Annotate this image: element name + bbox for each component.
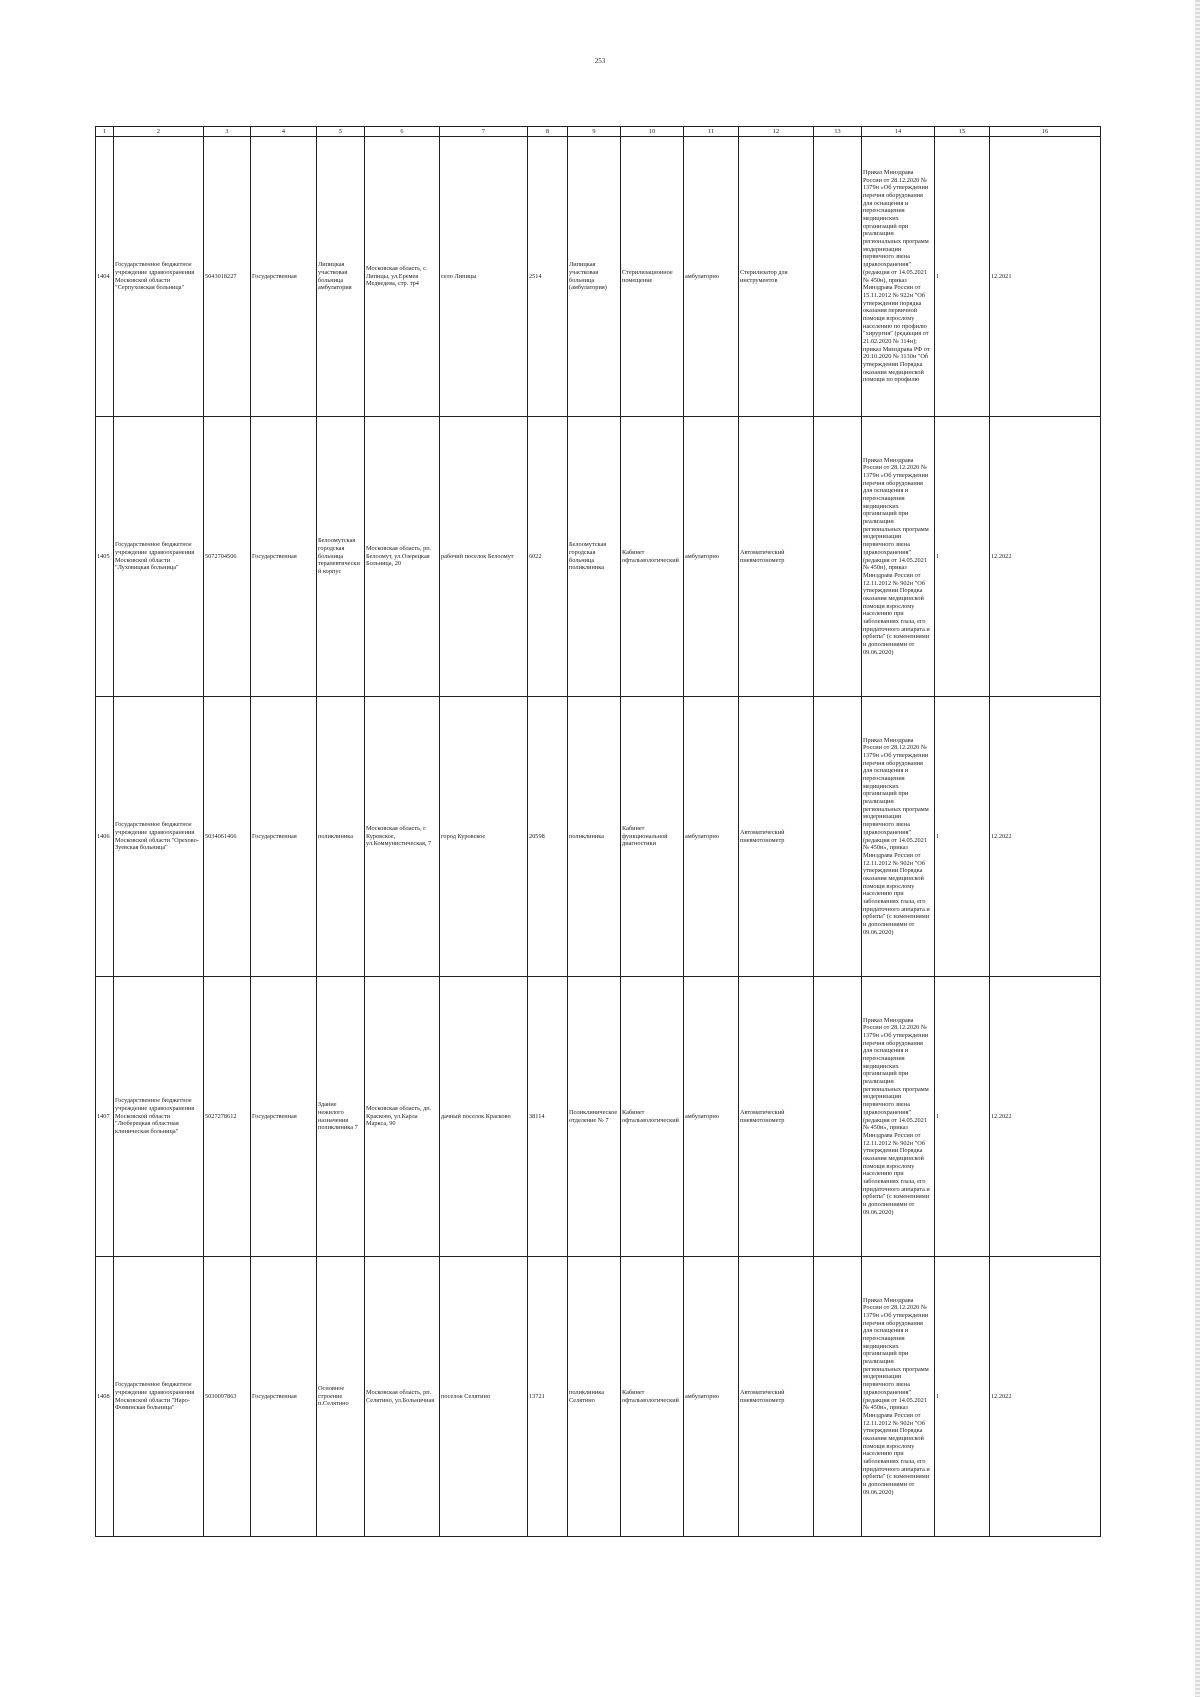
date-value: 12.2022	[990, 1257, 1101, 1537]
ownership-form: Государственная	[251, 697, 317, 977]
ownership-form: Государственная	[251, 137, 317, 417]
column-header: 14	[862, 127, 935, 137]
quantity-value: 1	[935, 1257, 990, 1537]
care-type: амбулаторно	[684, 417, 739, 697]
room-name: Кабинет офтальмологический	[621, 977, 684, 1257]
facility-address: Московская область, г. Куровское, ул.Коммунистическая, 7	[365, 697, 440, 977]
date-value: 12.2022	[990, 697, 1101, 977]
equipment-register-table	[95, 126, 1101, 1537]
care-type: амбулаторно	[684, 137, 739, 417]
empty-cell	[814, 137, 862, 417]
empty-cell	[814, 977, 862, 1257]
room-name: Стерилизационное помещение	[621, 137, 684, 417]
row-number: 1404	[96, 137, 114, 417]
table-row	[96, 697, 1101, 977]
distance-value: 13721	[528, 1257, 568, 1537]
care-type: амбулаторно	[684, 977, 739, 1257]
care-type: амбулаторно	[684, 1257, 739, 1537]
facility-name: Здание нежилого назначения поликлиника 7	[317, 977, 365, 1257]
facility-name: Белоомутская городская больница терапевтический корпус	[317, 417, 365, 697]
room-name: Кабинет функциональной диагностики	[621, 697, 684, 977]
column-header: 6	[365, 127, 440, 137]
quantity-value: 1	[935, 977, 990, 1257]
facility-address: Московская область, дп. Красково, ул.Карла Маркса, 90	[365, 977, 440, 1257]
inn-value: 5034061466	[204, 697, 251, 977]
room-name: Кабинет офтальмологический	[621, 1257, 684, 1537]
empty-cell	[814, 417, 862, 697]
empty-cell	[814, 697, 862, 977]
institution-name: Государственное бюджетное учреждение здравоохранения Московской области "Серпуховская больница"	[114, 137, 204, 417]
equipment-name: Стерилизатор для инструментов	[739, 137, 814, 417]
column-header: 1	[96, 127, 114, 137]
table-row	[96, 977, 1101, 1257]
row-number: 1405	[96, 417, 114, 697]
scan-edge-strip	[1195, 0, 1200, 1697]
column-header: 7	[440, 127, 528, 137]
institution-name: Государственное бюджетное учреждение здравоохранения Московской области "Наро-Фоминская больница"	[114, 1257, 204, 1537]
facility-name: Основное строение п.Селятино	[317, 1257, 365, 1537]
distance-value: 20598	[528, 697, 568, 977]
settlement-name: город Куровское	[440, 697, 528, 977]
column-header: 11	[684, 127, 739, 137]
date-value: 12.2022	[990, 977, 1101, 1257]
ownership-form: Государственная	[251, 417, 317, 697]
unit-name: Белоомутская городская больница поликлиника	[568, 417, 621, 697]
quantity-value: 1	[935, 417, 990, 697]
table-row	[96, 417, 1101, 697]
quantity-value: 1	[935, 697, 990, 977]
care-type: амбулаторно	[684, 697, 739, 977]
equipment-name: Автоматический пневмотонометр	[739, 977, 814, 1257]
regulation-reference: Приказ Минздрава России от 28.12.2020 № 1379н «Об утверждении перечня оборудования для оснащения и переоснащения медицинских организаций при реализации региональных программ модернизации первичного звена здравоохранения"(редакция от 14.05.2021 № 450н», приказ Минздрава России от 12.11.2012 № 902н "Об утверждении Порядка оказания медицинской помощи взрослому населению при заболеваниях глаза, его придаточного аппарата и орбиты" (с изменениями и дополнениями от 09.06.2020)	[862, 1257, 935, 1537]
regulation-reference: Приказ Минздрава России от 28.12.2020 № 1379н «Об утверждении перечня оборудования для оснащения и переоснащения медицинских организаций при реализации региональных программ модернизации первичного звена здравоохранения"(редакция от 14.05.2021 № 450н), приказ Минздрава России от 12.11.2012 № 902н "Об утверждении Порядка оказания медицинской помощи взрослому населению при заболеваниях глаза, его придаточного аппарата и орбиты" (с изменениями и дополнениями от 09.06.2020)	[862, 417, 935, 697]
column-header: 4	[251, 127, 317, 137]
settlement-name: дачный поселок Красково	[440, 977, 528, 1257]
date-value: 12.2022	[990, 417, 1101, 697]
equipment-name: Автоматический пневмотонометр	[739, 1257, 814, 1537]
distance-value: 38114	[528, 977, 568, 1257]
settlement-name: село Липицы	[440, 137, 528, 417]
column-header: 12	[739, 127, 814, 137]
column-number-row	[96, 127, 1101, 137]
row-number: 1408	[96, 1257, 114, 1537]
column-header: 8	[528, 127, 568, 137]
row-number: 1407	[96, 977, 114, 1257]
column-header: 5	[317, 127, 365, 137]
column-header: 16	[990, 127, 1101, 137]
facility-address: Московская область, рп. Белоомут, ул.Озерецкая Больница, 20	[365, 417, 440, 697]
date-value: 12.2021	[990, 137, 1101, 417]
column-header: 3	[204, 127, 251, 137]
column-header: 13	[814, 127, 862, 137]
facility-name: Липицкая участковая больница амбулатория	[317, 137, 365, 417]
room-name: Кабинет офтальмологический	[621, 417, 684, 697]
institution-name: Государственное бюджетное учреждение здравоохранения Московской области "Орехово-Зуевская больница"	[114, 697, 204, 977]
regulation-reference: Приказ Минздрава России от 28.12.2020 № 1379н «Об утверждении перечня оборудования для оснащения и переоснащения медицинских организаций при реализации региональных программ модернизации первичного звена здравоохранения"(редакция от 14.05.2021 № 450н), приказ Минздрава России от 15.11.2012 № 922н "Об утверждении порядка оказания первичной помощи взрослому населению по профилю "хирургия" (редакция от 21.02.2020 № 114н); приказ Минздрава РФ от 20.10.2020 № 1130н "Об утверждении Порядка оказания медицинской помощи по профилю	[862, 137, 935, 417]
distance-value: 6022	[528, 417, 568, 697]
inn-value: 5043018227	[204, 137, 251, 417]
column-header: 10	[621, 127, 684, 137]
column-header: 9	[568, 127, 621, 137]
settlement-name: поселок Селятино	[440, 1257, 528, 1537]
empty-cell	[814, 1257, 862, 1537]
settlement-name: рабочий поселок Белоомут	[440, 417, 528, 697]
page-number: 253	[594, 57, 606, 65]
facility-address: Московская область, рп. Селятино, ул.Больничная	[365, 1257, 440, 1537]
unit-name: Поликлиническое отделение № 7	[568, 977, 621, 1257]
inn-value: 5030097863	[204, 1257, 251, 1537]
unit-name: поликлиника	[568, 697, 621, 977]
institution-name: Государственное бюджетное учреждение здравоохранения Московской области "Люберецкая областная клиническая больница"	[114, 977, 204, 1257]
ownership-form: Государственная	[251, 977, 317, 1257]
inn-value: 5072704506	[204, 417, 251, 697]
facility-address: Московская область, с. Липицы, ул.Еремея Медведева, стр. тр4	[365, 137, 440, 417]
column-header: 15	[935, 127, 990, 137]
table-row	[96, 137, 1101, 417]
column-header: 2	[114, 127, 204, 137]
equipment-name: Автоматический пневмотонометр	[739, 697, 814, 977]
regulation-reference: Приказ Минздрава России от 28.12.2020 № 1379н «Об утверждении перечня оборудования для оснащения и переоснащения медицинских организаций при реализации региональных программ модернизации первичного звена здравоохранения"(редакция от 14.05.2021 № 450н», приказ Минздрава России от 12.11.2012 № 902н "Об утверждении Порядка оказания медицинской помощи взрослому населению при заболеваниях глаза, его придаточного аппарата и орбиты" (с изменениями и дополнениями от 09.06.2020)	[862, 697, 935, 977]
institution-name: Государственное бюджетное учреждение здравоохранения Московской области "Луховицкая больница"	[114, 417, 204, 697]
distance-value: 2514	[528, 137, 568, 417]
unit-name: Липицкая участковая больница (амбулатория)	[568, 137, 621, 417]
table-row	[96, 1257, 1101, 1537]
facility-name: поликлиника	[317, 697, 365, 977]
equipment-name: Автоматический пневмотонометр	[739, 417, 814, 697]
ownership-form: Государственная	[251, 1257, 317, 1537]
quantity-value: 1	[935, 137, 990, 417]
inn-value: 5027278612	[204, 977, 251, 1257]
unit-name: поликлиника Селятино	[568, 1257, 621, 1537]
regulation-reference: Приказ Минздрава России от 28.12.2020 № 1379н «Об утверждении перечня оборудования для оснащения и переоснащения медицинских организаций при реализации региональных программ модернизации первичного звена здравоохранения"(редакция от 14.05.2021 № 450н», приказ Минздрава России от 12.11.2012 № 902н "Об утверждении Порядка оказания медицинской помощи взрослому населению при заболеваниях глаза, его придаточного аппарата и орбиты" (с изменениями и дополнениями от 09.06.2020)	[862, 977, 935, 1257]
row-number: 1406	[96, 697, 114, 977]
